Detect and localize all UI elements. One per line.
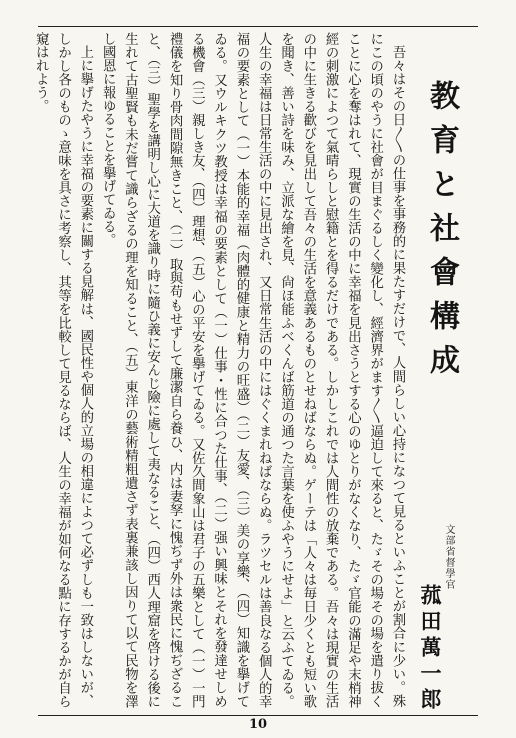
article-title: 教育と社會構成 xyxy=(424,80,459,388)
author-role: 文部省督學官 xyxy=(443,524,454,590)
paragraph-1: 吾々はその日〳〵の仕事を事務的に果たすだけで、人間らしい心持になつて見るといふことが割合に少い。殊にこの頃のやうに社會が目まぐるしく變化し、經濟界がます〳〵逼迫して來ると、たゞその場その場を遣り拔くことに心を奪はれて、現實の生活の中に幸福を見出さうとする心のゆとりがなくなり、たゞ官能の滿足や末梢神經の刺激によつて氣晴らしと慰籍とを得るだけである。しかしこれでは人間性の放棄である。吾々は現實の生活の中に生きる歡びを見出して吾々の生活を意義あるものとせねばならぬ。ゲーテは「人々は毎日少くとも短い歌を聞き、善い詩を味み、立派な繪を見、尙ほ能ふべくんば筋道の通つた言葉を使ふやうにせよ」と云ふてゐる。人生の幸福は日常生活の中に見出され、又日常生活の中にはぐくまれねばならぬ。ラツセルは善良なる個人的幸福の要素として（一）本能的幸福（肉體的健康と精力の旺盛）（二）友愛、（三）美の享樂、（四）知識を擧げてゐる。又ウルキクツ教授は幸福の要素として（一）仕事・性に合つた仕事、（二）强い興味とそれを發達せしめる機會（三）親しき友、（四）理想、（五）心の平安を擧げてゐる。又佐久間象山は君子の五樂として（一）一門禮儀を知り骨肉間隙無きこと、（二）取與苟もせずして廉潔自ら養ひ、内は妻孥に愧ぢず外は衆民に愧ぢざること、（三）聖學を講明し心に大道を識り時に隨ひ義に安んじ險に處して夷なること、（四）西人理窟を啓ける後に生れて古聖賢も未だ嘗て識らざるの理を知ること、（五）東洋の藝術精粗遺さず表裏兼該し因りて以て民物を澤し國恩に報ゆることを擧げてゐる。 xyxy=(100,32,405,708)
author-name: 菰田萬一郎 xyxy=(418,584,443,714)
article-body xyxy=(33,32,408,708)
paragraph-2: 上に擧げたやうに幸福の要素に關する見解は、國民性や個人的立場の相違によつて必ずしも一致はしないが、しかし各のものゝ意味を具さに考察し、其等を比較して見るならば、人生の幸福が如何なる點に存するかが自ら窺はれよう。 xyxy=(33,32,93,708)
page-number: 10 xyxy=(248,717,268,732)
